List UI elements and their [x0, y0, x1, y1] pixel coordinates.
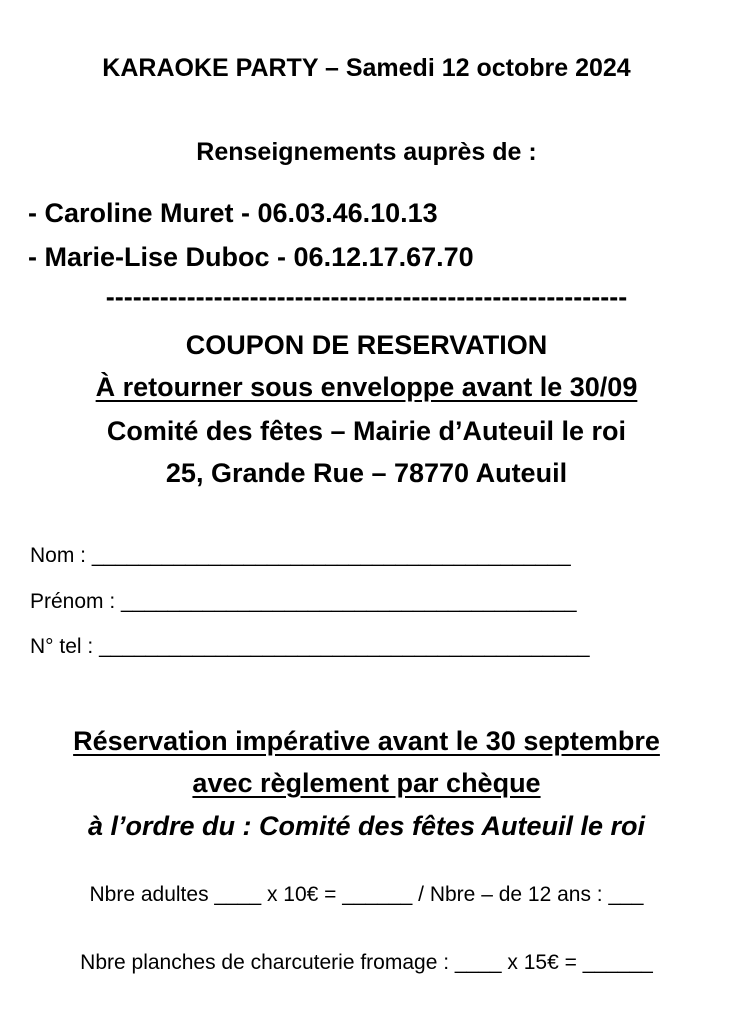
- tel-field: N° tel : __________________________________________: [30, 635, 590, 658]
- contact-marie-lise: - Marie-Lise Duboc - 06.12.17.67.70: [28, 242, 474, 272]
- address-line-1: Comité des fêtes – Mairie d’Auteuil le roi: [106, 416, 627, 446]
- reservation-payee: à l’ordre du : Comité des fêtes Auteuil le roi: [87, 811, 646, 841]
- return-note: À retourner sous enveloppe avant le 30/09: [95, 372, 638, 402]
- contact-caroline: - Caroline Muret - 06.03.46.10.13: [28, 198, 438, 228]
- event-title: KARAOKE PARTY – Samedi 12 octobre 2024: [102, 54, 631, 82]
- info-heading: Renseignements auprès de :: [196, 138, 537, 166]
- nom-field: Nom : _________________________________________: [30, 544, 571, 567]
- adults-count-line: Nbre adultes ____ x 10€ = ______ / Nbre – de 12 ans : ___: [89, 883, 644, 906]
- prenom-field: Prénom : _______________________________________: [30, 590, 577, 613]
- cut-line-separator: ----------------------------------------------------------: [105, 282, 628, 312]
- reservation-deadline: Réservation impérative avant le 30 septembre: [73, 726, 660, 756]
- planches-count-line: Nbre planches de charcuterie fromage : ____ x 15€ = ______: [80, 951, 653, 974]
- reservation-payment: avec règlement par chèque: [192, 768, 541, 798]
- address-line-2: 25, Grande Rue – 78770 Auteuil: [165, 458, 568, 488]
- coupon-title: COUPON DE RESERVATION: [185, 330, 548, 360]
